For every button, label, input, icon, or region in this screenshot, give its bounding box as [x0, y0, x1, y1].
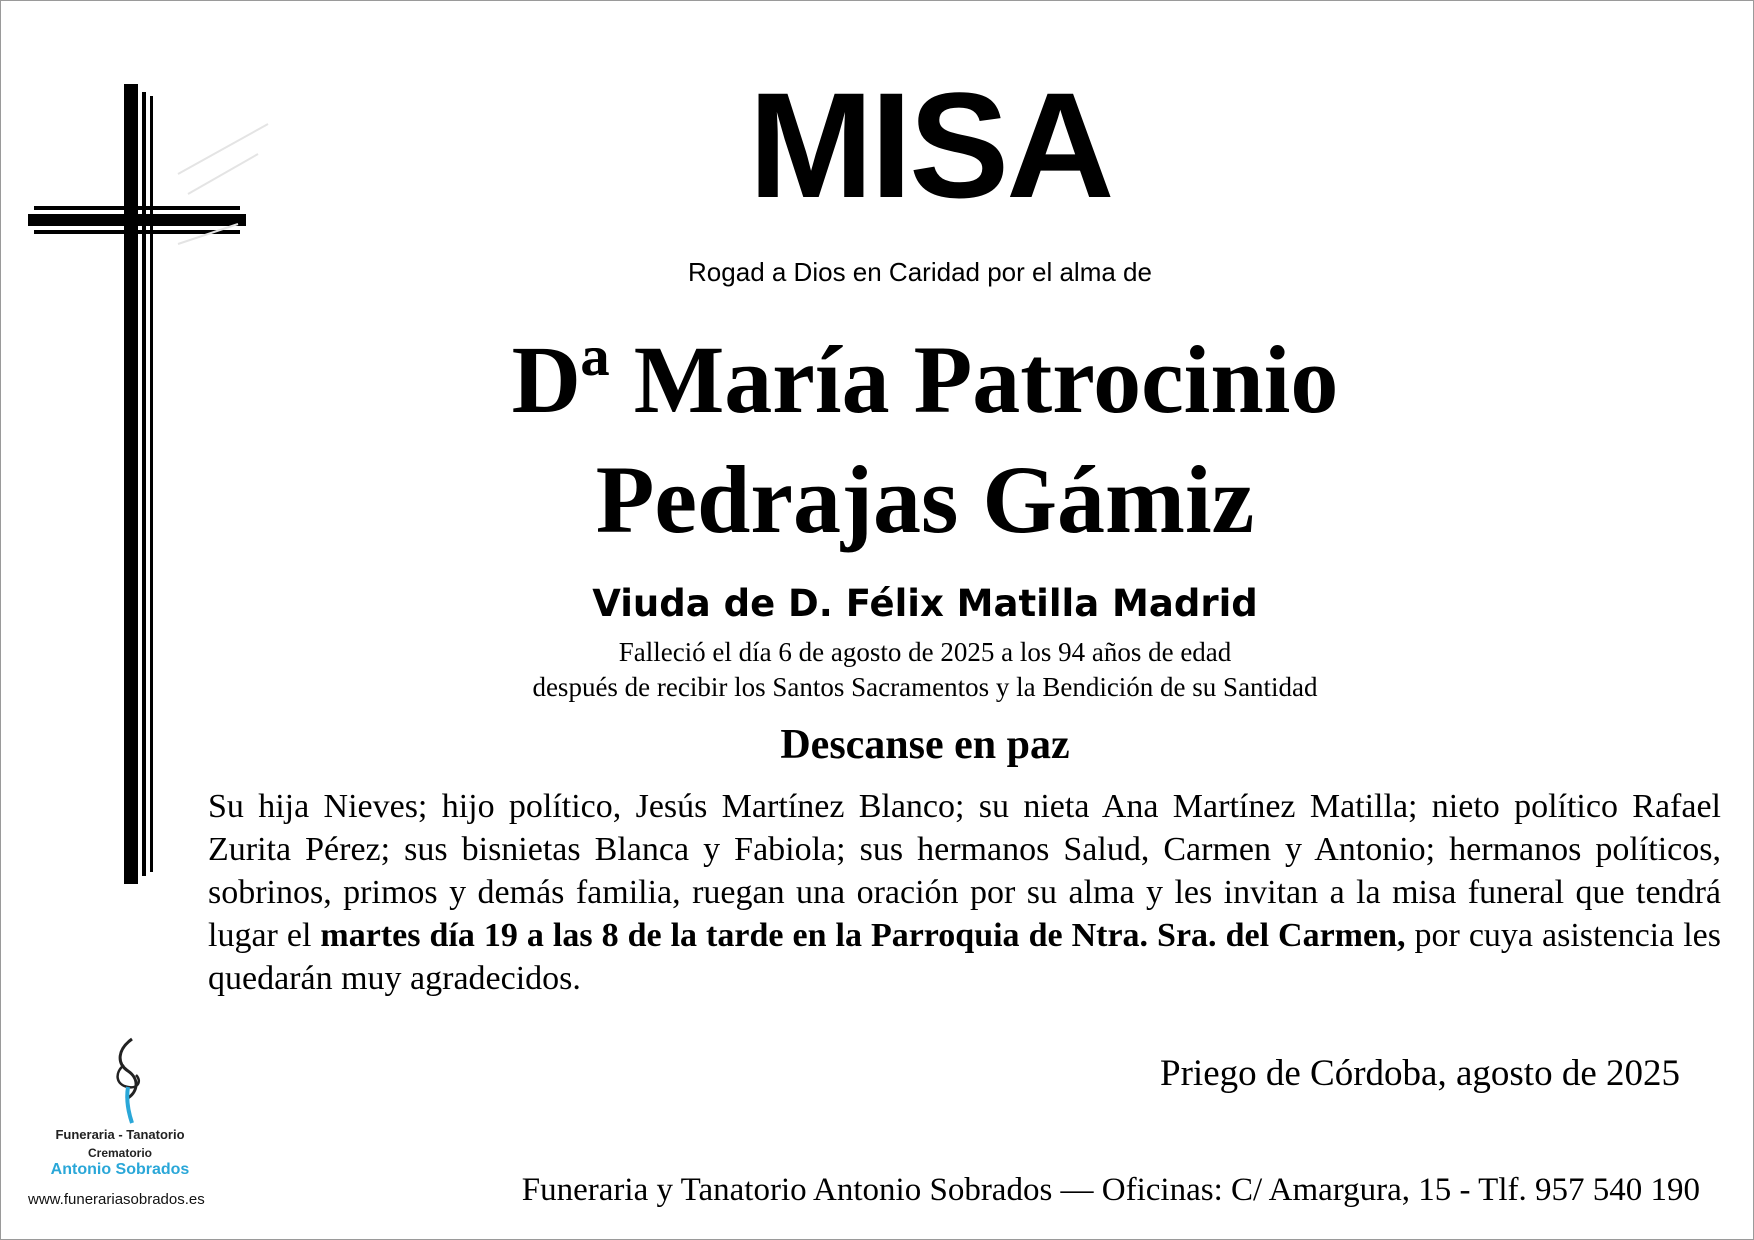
funeral-home-logo-icon: [98, 1035, 158, 1125]
mass-details-highlight: martes día 19 a las 8 de la tarde en la Parroquia de Ntra. Sra. del Carmen,: [320, 917, 1406, 954]
announcement-paragraph: [208, 785, 1721, 1000]
sacraments-line: después de recibir los Santos Sacramentos y la Bendición de su Santidad: [532, 672, 1318, 702]
deceased-name-line-1: Dª María Patrocinio: [511, 326, 1339, 433]
logo-text-line-3: Antonio Sobrados: [50, 1161, 190, 1178]
prayer-subtitle: Rogad a Dios en Caridad por el alma de: [688, 257, 1152, 287]
death-date-line: Falleció el día 6 de agosto de 2025 a los 94 años de edad: [618, 637, 1232, 667]
announcement-text-part-1: Su hija Nieves; hijo político, Jesús Martínez Blanco; su nieta Ana Martínez Matilla; nieto político Rafael Zurita Pérez; sus bisnietas Blanca y Fabiola; sus hermanos Salud, Carmen y Antonio; hermanos políticos, sobrinos, primos y demás familia, ruegan una oración por su alma y les invitan a la misa funeral que tendrá lugar el: [208, 788, 1721, 954]
footer-contact-line: Funeraria y Tanatorio Antonio Sobrados — Oficinas: C/ Amargura, 15 - Tlf. 957 540 190: [521, 1172, 1700, 1208]
logo-website: www.funerariasobrados.es: [28, 1191, 205, 1208]
logo-text-line-1: Funeraria - Tanatorio: [55, 1127, 185, 1142]
place-and-date: Priego de Córdoba, agosto de 2025: [1160, 1053, 1680, 1094]
widow-of-line: Viuda de D. Félix Matilla Madrid: [592, 582, 1258, 625]
funeral-home-logo: [30, 1035, 230, 1225]
announcement-text-part-2: por cuya asistencia les quedarán muy agradecidos.: [208, 917, 1721, 997]
logo-text-line-2: Crematorio: [87, 1146, 152, 1160]
deceased-name-line-2: Pedrajas Gámiz: [595, 446, 1255, 553]
page-title: MISA: [748, 61, 1112, 229]
rest-in-peace-heading: Descanse en paz: [780, 722, 1070, 768]
